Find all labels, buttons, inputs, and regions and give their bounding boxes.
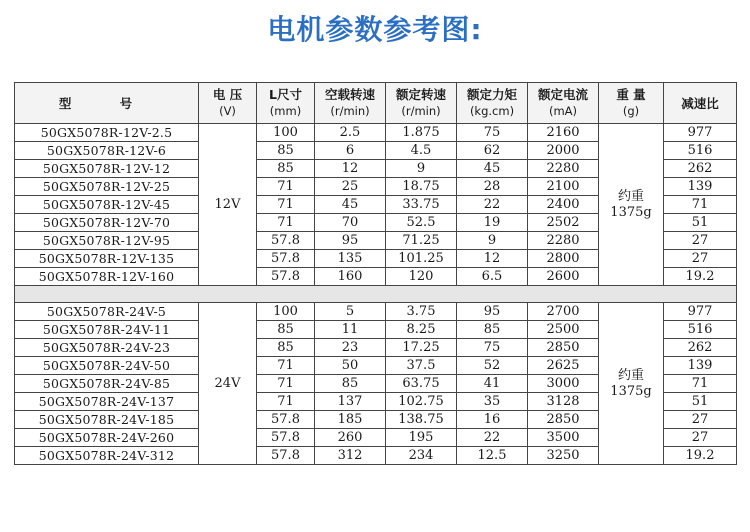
cell-model: 50GX5078R-12V-6 [15, 142, 199, 160]
cell-ratio: 262 [664, 339, 737, 357]
cell-length: 85 [257, 142, 315, 160]
cell-rated-speed: 234 [386, 447, 457, 465]
cell-rated-torque: 95 [457, 303, 528, 321]
cell-rated-current: 2600 [528, 268, 599, 286]
table-row [15, 124, 737, 142]
cell-model: 50GX5078R-24V-312 [15, 447, 199, 465]
cell-rated-torque: 12.5 [457, 447, 528, 465]
header-weight: 重 量 (g) [599, 83, 664, 124]
cell-noload-speed: 2.5 [315, 124, 386, 142]
cell-ratio: 516 [664, 321, 737, 339]
cell-noload-speed: 11 [315, 321, 386, 339]
cell-rated-speed: 8.25 [386, 321, 457, 339]
cell-noload-speed: 5 [315, 303, 386, 321]
header-length: L尺寸 (mm) [257, 83, 315, 124]
cell-length: 71 [257, 196, 315, 214]
cell-noload-speed: 185 [315, 411, 386, 429]
header-model: 型 号 [15, 83, 199, 124]
cell-voltage: 12V [199, 124, 257, 286]
cell-ratio: 27 [664, 232, 737, 250]
cell-ratio: 19.2 [664, 447, 737, 465]
cell-rated-current: 3128 [528, 393, 599, 411]
cell-model: 50GX5078R-12V-2.5 [15, 124, 199, 142]
cell-ratio: 139 [664, 178, 737, 196]
cell-rated-speed: 138.75 [386, 411, 457, 429]
cell-ratio: 27 [664, 250, 737, 268]
cell-noload-speed: 23 [315, 339, 386, 357]
cell-rated-torque: 45 [457, 160, 528, 178]
cell-rated-speed: 195 [386, 429, 457, 447]
cell-rated-torque: 19 [457, 214, 528, 232]
cell-model: 50GX5078R-24V-185 [15, 411, 199, 429]
cell-noload-speed: 95 [315, 232, 386, 250]
cell-ratio: 27 [664, 411, 737, 429]
separator-cell [15, 286, 737, 303]
group-separator-row [15, 286, 737, 303]
cell-rated-torque: 22 [457, 429, 528, 447]
cell-length: 100 [257, 124, 315, 142]
cell-noload-speed: 6 [315, 142, 386, 160]
cell-rated-current: 2280 [528, 160, 599, 178]
cell-model: 50GX5078R-24V-85 [15, 375, 199, 393]
header-rated-speed: 额定转速 (r/min) [386, 83, 457, 124]
cell-rated-current: 2625 [528, 357, 599, 375]
weight-value: 1375g [610, 383, 652, 399]
cell-length: 57.8 [257, 447, 315, 465]
motor-parameter-table [14, 82, 737, 465]
cell-noload-speed: 25 [315, 178, 386, 196]
table-body [15, 83, 737, 465]
cell-model: 50GX5078R-12V-45 [15, 196, 199, 214]
cell-length: 57.8 [257, 250, 315, 268]
cell-rated-torque: 52 [457, 357, 528, 375]
cell-model: 50GX5078R-12V-95 [15, 232, 199, 250]
cell-noload-speed: 85 [315, 375, 386, 393]
cell-model: 50GX5078R-12V-135 [15, 250, 199, 268]
cell-ratio: 262 [664, 160, 737, 178]
cell-rated-torque: 75 [457, 124, 528, 142]
cell-length: 71 [257, 375, 315, 393]
cell-ratio: 977 [664, 124, 737, 142]
cell-rated-torque: 75 [457, 339, 528, 357]
cell-rated-torque: 22 [457, 196, 528, 214]
cell-rated-speed: 1.875 [386, 124, 457, 142]
cell-ratio: 139 [664, 357, 737, 375]
page-title: 电机参数参考图: [267, 13, 483, 46]
cell-rated-speed: 3.75 [386, 303, 457, 321]
cell-length: 57.8 [257, 411, 315, 429]
cell-rated-torque: 35 [457, 393, 528, 411]
cell-noload-speed: 12 [315, 160, 386, 178]
header-rated-current: 额定电流 (mA) [528, 83, 599, 124]
cell-weight [599, 303, 664, 465]
cell-ratio: 977 [664, 303, 737, 321]
cell-model: 50GX5078R-24V-23 [15, 339, 199, 357]
cell-rated-current: 2850 [528, 339, 599, 357]
cell-rated-current: 2502 [528, 214, 599, 232]
cell-rated-torque: 9 [457, 232, 528, 250]
cell-ratio: 51 [664, 214, 737, 232]
cell-rated-torque: 6.5 [457, 268, 528, 286]
cell-length: 100 [257, 303, 315, 321]
cell-rated-torque: 41 [457, 375, 528, 393]
cell-rated-speed: 63.75 [386, 375, 457, 393]
cell-rated-speed: 52.5 [386, 214, 457, 232]
cell-ratio: 19.2 [664, 268, 737, 286]
cell-model: 50GX5078R-24V-11 [15, 321, 199, 339]
cell-model: 50GX5078R-12V-70 [15, 214, 199, 232]
cell-noload-speed: 260 [315, 429, 386, 447]
table-row [15, 303, 737, 321]
cell-voltage: 24V [199, 303, 257, 465]
cell-length: 57.8 [257, 232, 315, 250]
cell-rated-current: 2500 [528, 321, 599, 339]
cell-rated-speed: 37.5 [386, 357, 457, 375]
cell-ratio: 516 [664, 142, 737, 160]
cell-rated-current: 2160 [528, 124, 599, 142]
cell-rated-speed: 33.75 [386, 196, 457, 214]
cell-length: 85 [257, 160, 315, 178]
weight-approx-label: 约重 [617, 367, 644, 383]
cell-rated-current: 3000 [528, 375, 599, 393]
cell-model: 50GX5078R-12V-25 [15, 178, 199, 196]
cell-length: 85 [257, 321, 315, 339]
cell-noload-speed: 312 [315, 447, 386, 465]
cell-model: 50GX5078R-12V-160 [15, 268, 199, 286]
cell-model: 50GX5078R-24V-137 [15, 393, 199, 411]
cell-noload-speed: 135 [315, 250, 386, 268]
cell-rated-speed: 101.25 [386, 250, 457, 268]
cell-rated-current: 3250 [528, 447, 599, 465]
cell-rated-torque: 16 [457, 411, 528, 429]
header-ratio: 减速比 [664, 83, 737, 124]
cell-rated-torque: 62 [457, 142, 528, 160]
cell-rated-current: 2800 [528, 250, 599, 268]
weight-value: 1375g [610, 204, 652, 220]
header-voltage: 电 压 (V) [199, 83, 257, 124]
cell-length: 71 [257, 214, 315, 232]
cell-rated-current: 3500 [528, 429, 599, 447]
cell-rated-current: 2400 [528, 196, 599, 214]
cell-rated-speed: 17.25 [386, 339, 457, 357]
cell-model: 50GX5078R-24V-260 [15, 429, 199, 447]
cell-model: 50GX5078R-24V-5 [15, 303, 199, 321]
cell-rated-speed: 18.75 [386, 178, 457, 196]
cell-noload-speed: 70 [315, 214, 386, 232]
cell-rated-current: 2000 [528, 142, 599, 160]
cell-ratio: 71 [664, 375, 737, 393]
cell-rated-current: 2100 [528, 178, 599, 196]
cell-ratio: 71 [664, 196, 737, 214]
cell-rated-speed: 102.75 [386, 393, 457, 411]
cell-length: 71 [257, 178, 315, 196]
weight-approx-label: 约重 [617, 188, 644, 204]
cell-length: 57.8 [257, 429, 315, 447]
cell-rated-torque: 12 [457, 250, 528, 268]
cell-rated-torque: 85 [457, 321, 528, 339]
cell-length: 85 [257, 339, 315, 357]
cell-ratio: 27 [664, 429, 737, 447]
cell-noload-speed: 160 [315, 268, 386, 286]
header-rated-torque: 额定力矩 (kg.cm) [457, 83, 528, 124]
cell-rated-speed: 9 [386, 160, 457, 178]
header-noload-speed: 空载转速 (r/min) [315, 83, 386, 124]
cell-rated-current: 2280 [528, 232, 599, 250]
cell-noload-speed: 50 [315, 357, 386, 375]
cell-rated-speed: 4.5 [386, 142, 457, 160]
cell-rated-torque: 28 [457, 178, 528, 196]
cell-length: 57.8 [257, 268, 315, 286]
cell-rated-speed: 120 [386, 268, 457, 286]
cell-ratio: 51 [664, 393, 737, 411]
cell-weight [599, 124, 664, 286]
cell-length: 71 [257, 357, 315, 375]
cell-rated-current: 2700 [528, 303, 599, 321]
cell-rated-speed: 71.25 [386, 232, 457, 250]
cell-noload-speed: 45 [315, 196, 386, 214]
cell-noload-speed: 137 [315, 393, 386, 411]
cell-model: 50GX5078R-12V-12 [15, 160, 199, 178]
cell-length: 71 [257, 393, 315, 411]
cell-model: 50GX5078R-24V-50 [15, 357, 199, 375]
header-row [15, 83, 737, 124]
cell-rated-current: 2850 [528, 411, 599, 429]
